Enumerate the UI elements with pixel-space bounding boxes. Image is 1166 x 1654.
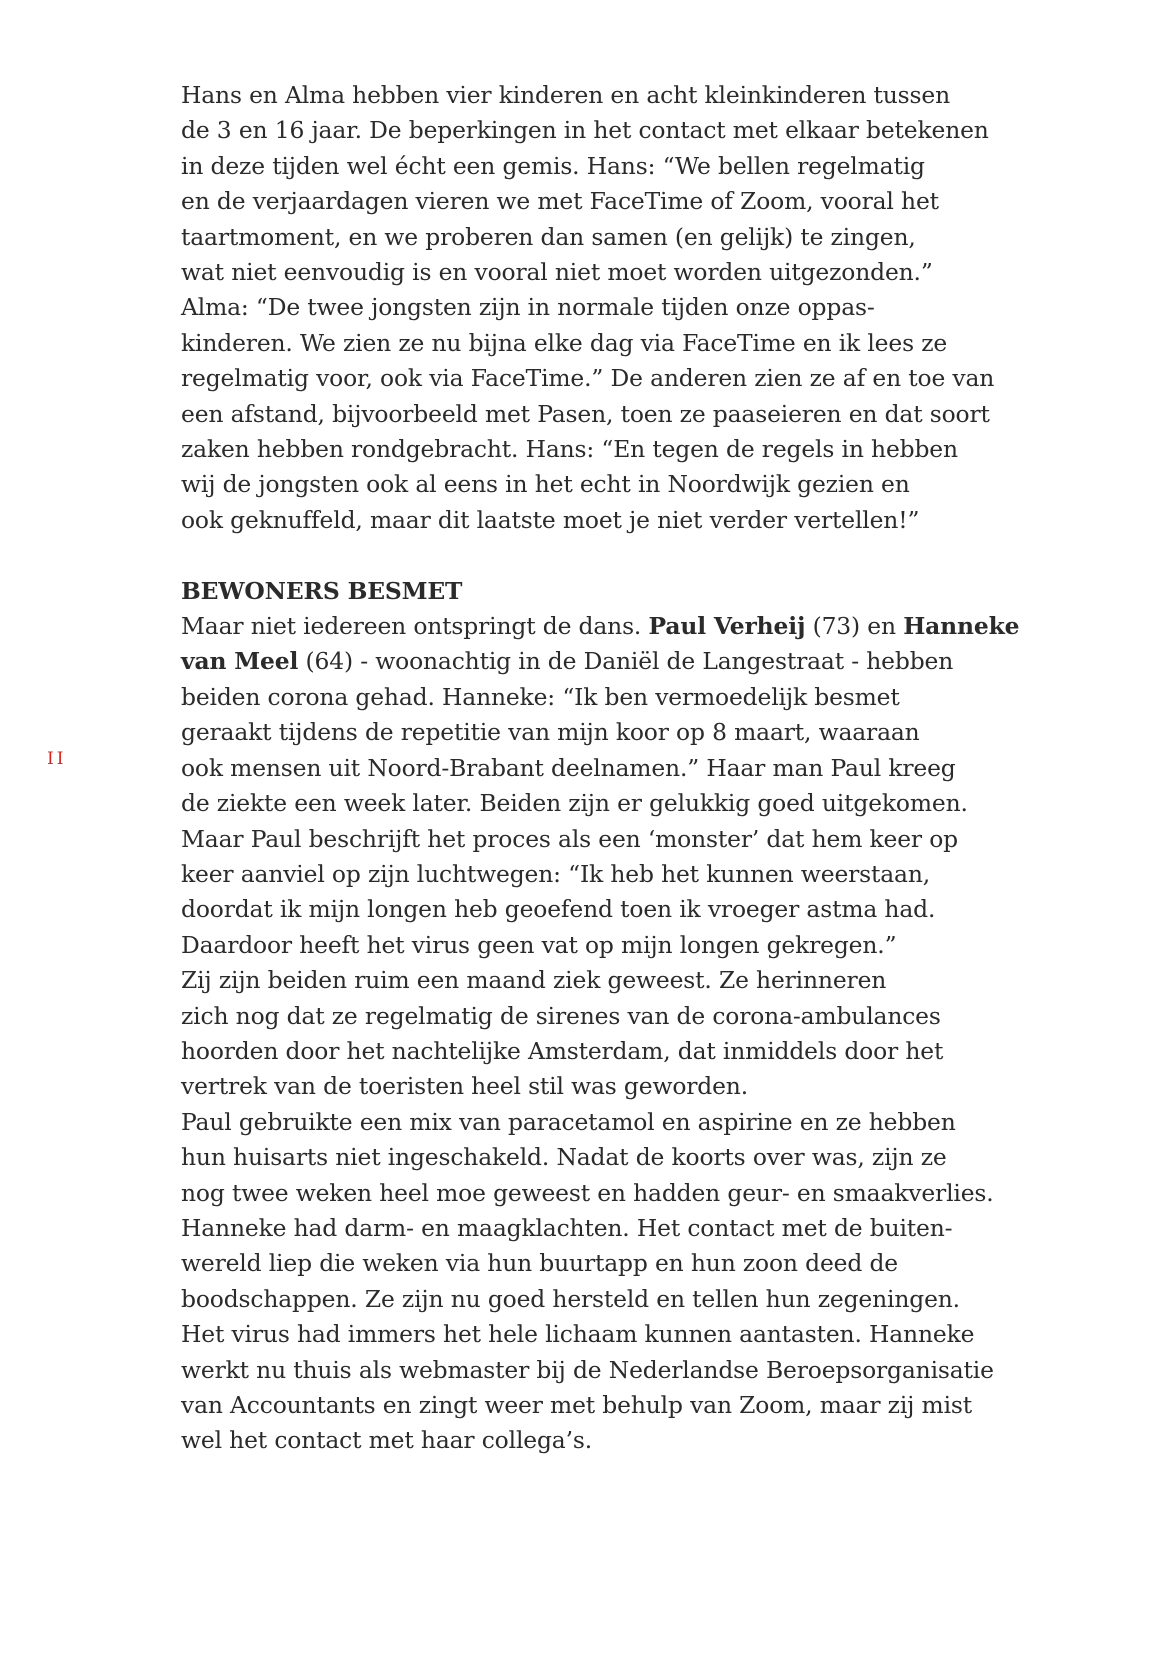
text-line: van Accountants en zingt weer met behulp van Zoom, maar zij mist	[181, 1391, 973, 1420]
text-run: (64) - woonachtig in de Daniël de Langestraat - hebben	[298, 647, 954, 676]
text-line: hun huisarts niet ingeschakeld. Nadat de koorts over was, zijn ze	[181, 1143, 947, 1172]
text-line: Zij zijn beiden ruim een maand ziek geweest. Ze herinneren	[181, 966, 887, 995]
text-line: Paul gebruikte een mix van paracetamol en aspirine en ze hebben	[181, 1107, 956, 1136]
text-line: zich nog dat ze regelmatig de sirenes van de corona-ambulances	[181, 1001, 941, 1030]
text-line: wereld liep die weken via hun buurtapp en hun zoon deed de	[181, 1249, 898, 1278]
section-bewoners-besmet	[181, 574, 1021, 1459]
text-line	[181, 609, 1021, 644]
text-line: wat niet eenvoudig is en vooral niet moet worden uitgezonden.”	[181, 258, 933, 287]
text-line: in deze tijden wel écht een gemis. Hans: “We bellen regelmatig	[181, 151, 925, 180]
page-number: II	[47, 749, 67, 769]
text-line: ook mensen uit Noord-Brabant deelnamen.” Haar man Paul kreeg	[181, 753, 956, 782]
text-run: (73) en	[805, 612, 904, 641]
text-line: Daardoor heeft het virus geen vat op mijn longen gekregen.”	[181, 930, 897, 959]
text-line: geraakt tijdens de repetitie van mijn koor op 8 maart, waaraan	[181, 718, 920, 747]
text-line: boodschappen. Ze zijn nu goed hersteld en tellen hun zegeningen.	[181, 1284, 960, 1313]
paragraph-gap	[181, 538, 1021, 573]
text-line: ook geknuffeld, maar dit laatste moet je niet verder vertellen!”	[181, 505, 920, 534]
text-line: een afstand, bijvoorbeeld met Pasen, toen ze paaseieren en dat soort	[181, 399, 990, 428]
text-line: Het virus had immers het hele lichaam kunnen aantasten. Hanneke	[181, 1320, 975, 1349]
text-line: Hanneke had darm- en maagklachten. Het contact met de buiten-	[181, 1213, 953, 1242]
text-line	[181, 644, 1021, 679]
text-line: en de verjaardagen vieren we met FaceTime of Zoom, vooral het	[181, 187, 939, 216]
text-line: wij de jongsten ook al eens in het echt in Noordwijk gezien en	[181, 470, 910, 499]
text-line: werkt nu thuis als webmaster bij de Nederlandse Beroepsorganisatie	[181, 1355, 994, 1384]
text-line: nog twee weken heel moe geweest en hadden geur- en smaakverlies.	[181, 1178, 994, 1207]
person-name: Paul Verheij	[648, 612, 806, 641]
text-line: vertrek van de toeristen heel stil was geworden.	[181, 1072, 749, 1101]
section-heading: BEWONERS BESMET	[181, 576, 463, 605]
text-line: Alma: “De twee jongsten zijn in normale tijden onze oppas-	[181, 293, 875, 322]
text-run: Maar niet iedereen ontspringt de dans.	[181, 612, 649, 641]
text-line: keer aanviel op zijn luchtwegen: “Ik heb het kunnen weerstaan,	[181, 859, 931, 888]
text-line: kinderen. We zien ze nu bijna elke dag via FaceTime en ik lees ze	[181, 328, 948, 357]
text-line: hoorden door het nachtelijke Amsterdam, dat inmiddels door het	[181, 1036, 944, 1065]
article-column	[181, 78, 1021, 1459]
text-line: doordat ik mijn longen heb geoefend toen ik vroeger astma had.	[181, 895, 936, 924]
text-line: Hans en Alma hebben vier kinderen en acht kleinkinderen tussen	[181, 81, 950, 109]
text-line: taartmoment, en we proberen dan samen (en gelijk) te zingen,	[181, 222, 916, 251]
person-name: van Meel	[181, 647, 299, 676]
text-line: de ziekte een week later. Beiden zijn er gelukkig goed uitgekomen.	[181, 789, 968, 818]
text-line: wel het contact met haar collega’s.	[181, 1426, 593, 1455]
person-name: Hanneke	[903, 612, 1020, 641]
text-line: regelmatig voor, ook via FaceTime.” De anderen zien ze af en toe van	[181, 364, 995, 393]
text-line: beiden corona gehad. Hanneke: “Ik ben vermoedelijk besmet	[181, 682, 900, 711]
text-line: zaken hebben rondgebracht. Hans: “En tegen de regels in hebben	[181, 435, 958, 464]
text-line: Maar Paul beschrijft het proces als een ‘monster’ dat hem keer op	[181, 824, 958, 853]
text-line: de 3 en 16 jaar. De beperkingen in het contact met elkaar betekenen	[181, 116, 989, 145]
paragraph-family-contact	[181, 78, 1021, 538]
